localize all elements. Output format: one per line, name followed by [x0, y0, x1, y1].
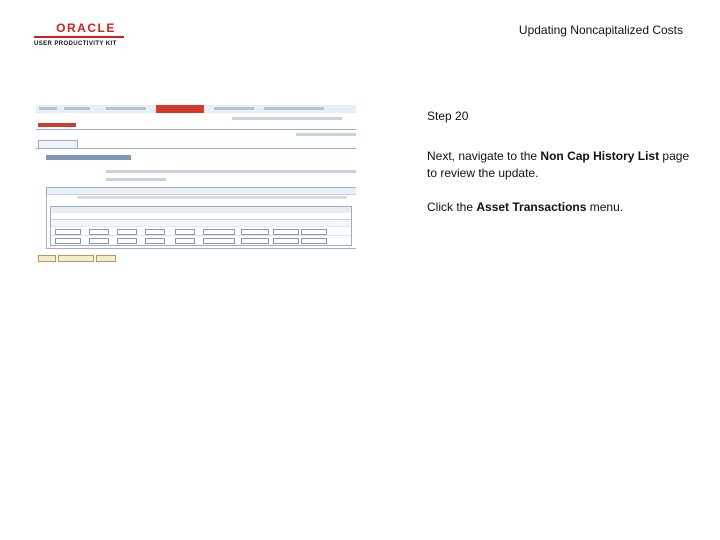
- page-name-emphasis: Non Cap History List: [540, 149, 660, 163]
- menu-name-emphasis: Asset Transactions: [476, 200, 587, 214]
- thumbnail-active-menu: [156, 105, 204, 113]
- document-title: Updating Noncapitalized Costs: [518, 23, 683, 37]
- instruction-paragraph-1: [427, 148, 697, 182]
- instruction-paragraph-2: [427, 199, 697, 216]
- oracle-logo-text: ORACLE: [56, 21, 116, 35]
- logo-tagline: USER PRODUCTIVITY KIT: [34, 41, 117, 47]
- logo-divider: [34, 36, 124, 38]
- instruction-text: page to review the update.: [427, 149, 690, 180]
- oracle-upk-logo: [34, 22, 124, 48]
- thumbnail-oracle-logo: [38, 123, 76, 127]
- instruction-text: Next, navigate to the: [427, 149, 541, 163]
- step-label: Step 20: [427, 109, 469, 123]
- application-screenshot-thumbnail: [36, 105, 356, 265]
- instruction-text: menu.: [586, 200, 624, 214]
- thumbnail-subgrid: [50, 206, 352, 246]
- instruction-text: Click the: [427, 200, 477, 214]
- thumbnail-button-row: [38, 255, 118, 263]
